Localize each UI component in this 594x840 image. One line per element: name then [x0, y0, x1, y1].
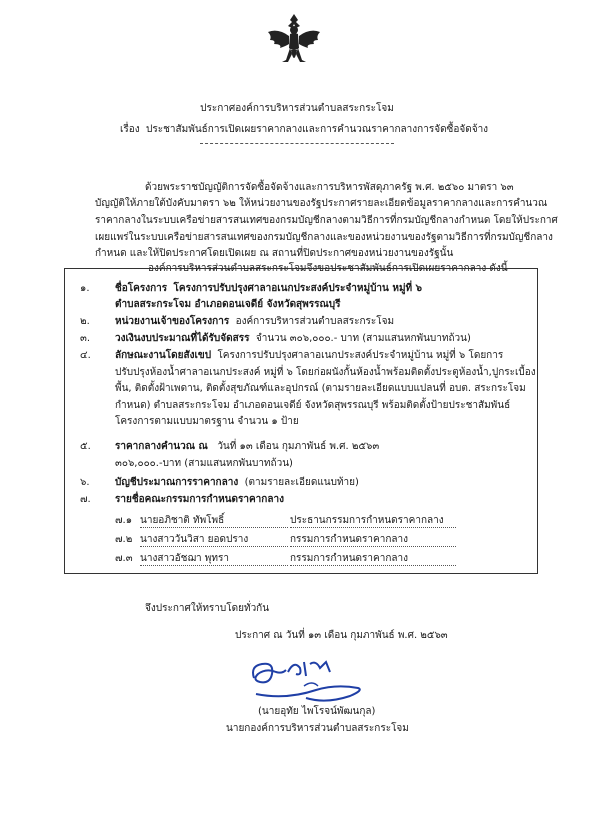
description-line: พื้น, ติดตั้งฝ้าเพดาน, ติดตั้งสุขภัณฑ์และอุปกรณ์ (ตามรายละเอียดแบบแปลนที่ อบต. สระกระโจม [115, 383, 526, 394]
subject-line [120, 124, 488, 136]
body-line: องค์การบริหารส่วนตำบลสระกระโจมจึงขอประชาสัมพันธ์การเปิดเผยราคากลาง ดังนี้ [148, 263, 508, 274]
median-price: ๓๐๖,๐๐๐.-บาท (สามแสนหกพันบาทถ้วน) [115, 458, 293, 469]
item-number: ๓. [80, 333, 91, 344]
body-line: เผยแพร่ในระบบเครือข่ายสารสนเทศของกรมบัญชีกลางและของหน่วยงานของรัฐตามวิธีการที่กรมบัญชีกลาง [95, 232, 553, 243]
committee-number: ๗.๒ [115, 534, 133, 545]
item-label: บัญชีประมาณการราคากลาง [115, 477, 239, 488]
item-6-row [115, 477, 359, 489]
item-label: ลักษณะงานโดยสังเขป [115, 350, 212, 361]
budget-amount: จำนวน ๓๐๖,๐๐๐.- บาท (สามแสนหกพันบาทถ้วน) [255, 333, 471, 344]
committee-number: ๗.๓ [115, 553, 133, 564]
project-name: โครงการปรับปรุงศาลาอเนกประสงค์ประจำหมู่บ้าน หมู่ที่ ๖ [173, 283, 422, 294]
committee-name: นางสาวอัชฌา พุทรา [140, 553, 288, 566]
committee-role: กรรมการกำหนดราคากลาง [290, 553, 456, 566]
committee-name: นายอภิชาติ ทัพโพธิ์ [140, 515, 288, 528]
owner-agency: องค์การบริหารส่วนตำบลสระกระโจม [235, 316, 395, 327]
item-number: ๖. [80, 477, 90, 488]
item-label: ชื่อโครงการ [115, 283, 168, 294]
garuda-emblem-icon [264, 10, 324, 76]
description-line: ปรับปรุงห้องน้ำศาลาอเนกประสงค์ หมู่ที่ ๖ โดยก่อผนังกั้นห้องน้ำพร้อมติดตั้งประตูห้องน้ำ,ปูกระเบื้อง [115, 367, 536, 378]
subject-text: ประชาสัมพันธ์การเปิดเผยราคากลางและการคำนวณราคากลางการจัดซื้อจัดจ้าง [146, 124, 489, 135]
committee-role: กรรมการกำหนดราคากลาง [290, 534, 456, 547]
item-number: ๑. [80, 283, 90, 294]
item-2-row [115, 316, 394, 328]
closing-notice: จึงประกาศให้ทราบโดยทั่วกัน [145, 603, 270, 614]
body-line: บัญญัติให้ภายใต้บังคับมาตรา ๖๒ ให้หน่วยงานของรัฐประกาศรายละเอียดข้อมูลราคากลางและการคำนวณ [95, 198, 548, 209]
calculation-date: วันที่ ๑๓ เดือน กุมภาพันธ์ พ.ศ. ๒๕๖๓ [217, 441, 380, 452]
header-divider [200, 143, 394, 144]
body-line: ราคากลางในระบบเครือข่ายสารสนเทศของกรมบัญชีกลางตามวิธีการที่กรมบัญชีกลางกำหนด โดยให้ประกาศ [95, 215, 558, 226]
signatory-title: นายกองค์การบริหารส่วนตำบลสระกระโจม [226, 723, 409, 734]
subject-label: เรื่อง [120, 124, 140, 135]
item-label: ราคากลางคำนวณ ณ [115, 441, 208, 452]
description-line: กำหนด) ตำบลสระกระโจม อำเภอดอนเจดีย์ จังหวัดสุพรรณบุรี พร้อมติดตั้งป้ายประชาสัมพันธ์ [115, 400, 511, 411]
signatory-name: (นายอุทัย ไพโรจน์พัฒนกุล) [258, 706, 376, 717]
item-5-row [115, 441, 379, 453]
description-line: โครงการปรับปรุงศาลาอเนกประสงค์ประจำหมู่บ้าน หมู่ที่ ๖ โดยการ [217, 350, 504, 361]
announcement-title: ประกาศองค์การบริหารส่วนตำบลสระกระโจม [200, 103, 394, 114]
estimate-note: (ตามรายละเอียดแนบท้าย) [244, 477, 359, 488]
item-label: วงเงินงบประมาณที่ได้รับจัดสรร [115, 333, 250, 344]
item-number: ๒. [80, 316, 90, 327]
item-number: ๗. [80, 494, 91, 505]
item-1-row [115, 283, 422, 295]
item-label: หน่วยงานเจ้าของโครงการ [115, 316, 230, 327]
body-line: กำหนด และให้ปิดประกาศโดยเปิดเผย ณ สถานที่ปิดประกาศของหน่วยงานของรัฐนั้น [95, 248, 454, 259]
body-line: ด้วยพระราชบัญญัติการจัดซื้อจัดจ้างและการบริหารพัสดุภาครัฐ พ.ศ. ๒๕๖๐ มาตรา ๖๓ [145, 182, 514, 193]
description-line: โครงการตามแบบมาตรฐาน จำนวน ๑ ป้าย [115, 416, 299, 427]
committee-number: ๗.๑ [115, 515, 133, 526]
committee-name: นางสาววันวิสา ยอดปราง [140, 534, 288, 547]
item-number: ๕. [80, 441, 91, 452]
committee-role: ประธานกรรมการกำหนดราคากลาง [290, 515, 456, 528]
item-label: รายชื่อคณะกรรมการกำหนดราคากลาง [115, 494, 284, 505]
announcement-date: ประกาศ ณ วันที่ ๑๓ เดือน กุมภาพันธ์ พ.ศ. ๒๕๖๓ [235, 630, 448, 641]
item-number: ๔. [80, 350, 91, 361]
project-location: ตำบลสระกระโจม อำเภอดอนเจดีย์ จังหวัดสุพรรณบุรี [115, 299, 341, 310]
signature-image [246, 650, 376, 710]
item-4-row [115, 350, 503, 362]
item-3-row [115, 333, 471, 345]
